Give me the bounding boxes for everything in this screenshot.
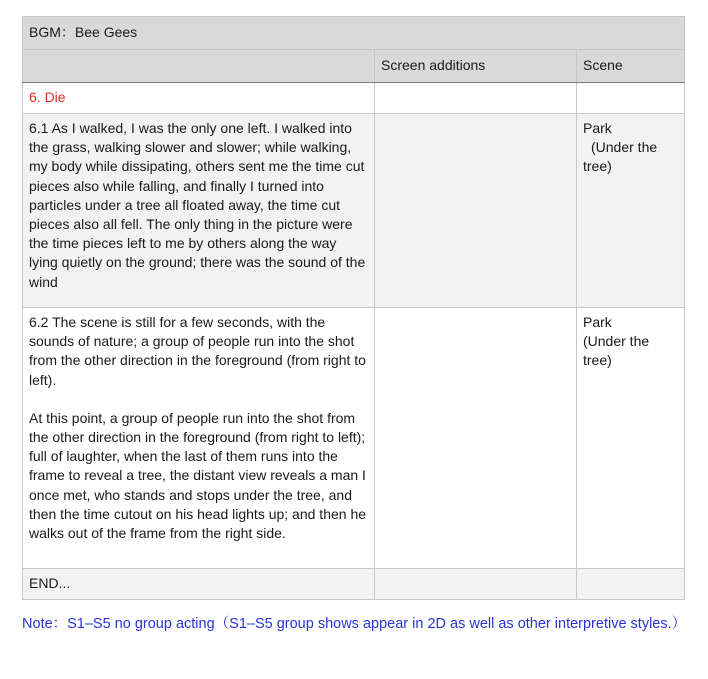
section-title: 6. Die	[29, 89, 66, 106]
bgm-label: BGM：	[29, 24, 75, 41]
scene-line: tree)	[583, 352, 612, 369]
row-screen-additions	[375, 308, 577, 569]
bgm-cell	[23, 17, 685, 50]
column-header-scene: Scene	[577, 50, 685, 83]
script-table	[22, 16, 685, 600]
bgm-row	[23, 17, 685, 50]
column-header-description	[23, 50, 375, 83]
bgm-value: Bee Gees	[74, 24, 138, 41]
column-header-row	[23, 50, 685, 83]
section-scene-cell	[577, 83, 685, 114]
row-screen-additions	[375, 114, 577, 308]
row-scene	[577, 114, 685, 308]
scene-line: tree)	[583, 158, 612, 175]
end-scene-cell	[577, 569, 685, 600]
scene-line: (Under the	[583, 333, 650, 350]
table-row	[23, 114, 685, 308]
end-cell: END...	[23, 569, 375, 600]
section-title-cell	[23, 83, 375, 114]
end-row	[23, 569, 685, 600]
row-description: 6.1 As I walked, I was the only one left. I walked into the grass, walking slower and slower; while walking, my body while dissipating, others sent me the time cut pieces also while falling, and finally I turned into particles under a tree all floated away, the time cut pieces also all fell. The only thing in the picture were the time pieces left to me by others along the way lying quietly on the ground; there was the sound of the wind	[23, 114, 375, 308]
row-description-paragraph: 6.2 The scene is still for a few seconds, with the sounds of nature; a group of people run into the shot from the other direction in the foreground (from right to left).	[29, 314, 366, 388]
scene-line: Park	[583, 314, 612, 330]
row-description-paragraph: At this point, a group of people run into the shot from the other direction in the foreground (from right to left); full of laughter, when the last of them runs into the frame to reveal a tree, the distant view reveals a man I once met, who stands and stops under the tree, and then the time cutout on his head lights up; and then he walks out of the frame from the right side.	[29, 409, 367, 542]
row-description	[23, 308, 375, 569]
end-screen-additions-cell	[375, 569, 577, 600]
scene-line: (Under the	[591, 139, 658, 156]
column-header-screen-additions: Screen additions	[375, 50, 577, 83]
note-text: Note：S1–S5 no group acting（S1–S5 group shows appear in 2D as well as other interpretive styles.）	[22, 616, 687, 632]
table-row	[23, 308, 685, 569]
section-row	[23, 83, 685, 114]
section-screen-additions-cell	[375, 83, 577, 114]
scene-line: Park	[583, 120, 612, 136]
row-scene	[577, 308, 685, 569]
